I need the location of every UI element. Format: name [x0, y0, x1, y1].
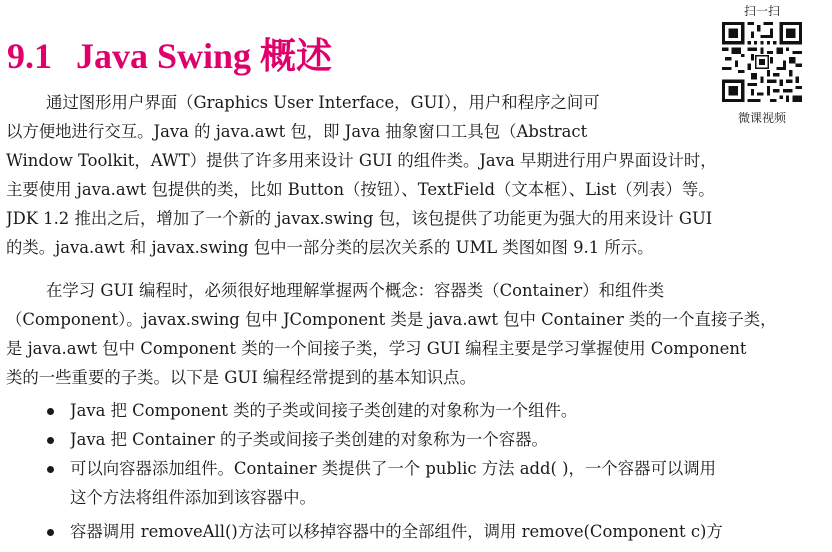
- paragraph-line: 类的一些重要的子类。以下是 GUI 编程经常提到的基本知识点。: [6, 368, 476, 387]
- bullet-continuation: 这个方法将组件添加到该容器中。: [70, 488, 316, 507]
- paragraph-line: （Component）。javax.swing 包中 JComponent 类是 java.awt 包中 Container 类的一个直接子类，: [6, 310, 777, 329]
- paragraph-line: 以方便地进行交互。Java 的 java.awt 包，即 Java 抽象窗口工具包（Abstract: [6, 122, 588, 141]
- qr-block: [716, 2, 808, 126]
- section-heading: [7, 28, 332, 79]
- bullet-icon: [47, 437, 54, 444]
- bullet-line: Java 把 Container 的子类或间接子类创建的对象称为一个容器。: [70, 430, 548, 449]
- bullet-icon: [47, 529, 54, 536]
- paragraph-line: Window Toolkit，AWT）提供了许多用来设计 GUI 的组件类。Java 早期进行用户界面设计时，: [6, 151, 717, 170]
- bullet-line: 可以向容器添加组件。Container 类提供了一个 public 方法 add( )，一个容器可以调用: [70, 459, 717, 478]
- section-title: Java Swing 概述: [76, 36, 333, 76]
- qr-scan-label: 扫一扫: [743, 4, 780, 18]
- section-number: 9.1: [7, 36, 52, 76]
- paragraph-line: 是 java.awt 包中 Component 类的一个间接子类，学习 GUI 编程主要是学习掌握使用 Component: [6, 339, 747, 358]
- bullet-icon: [47, 408, 54, 415]
- qr-code-icon[interactable]: [722, 22, 802, 102]
- bullet-line: 容器调用 removeAll()方法可以移掉容器中的全部组件，调用 remove(Component c)方: [70, 522, 723, 541]
- bullet-icon: [47, 466, 54, 473]
- paragraph-line: 的类。java.awt 和 javax.swing 包中一部分类的层次关系的 UML 类图如图 9.1 所示。: [6, 238, 654, 257]
- paragraph-line: 在学习 GUI 编程时，必须很好地理解掌握两个概念：容器类（Container）和组件类: [46, 281, 665, 300]
- qr-video-label: 微课视频: [737, 111, 786, 125]
- paragraph-line: JDK 1.2 推出之后，增加了一个新的 javax.swing 包，该包提供了功能更为强大的用来设计 GUI: [6, 209, 713, 228]
- paragraph-line: 通过图形用户界面（Graphics User Interface，GUI），用户和程序之间可: [46, 93, 600, 112]
- paragraph-line: 主要使用 java.awt 包提供的类，比如 Button（按钮）、TextField（文本框）、List（列表）等。: [6, 180, 715, 199]
- bullet-line: Java 把 Component 类的子类或间接子类创建的对象称为一个组件。: [70, 401, 578, 420]
